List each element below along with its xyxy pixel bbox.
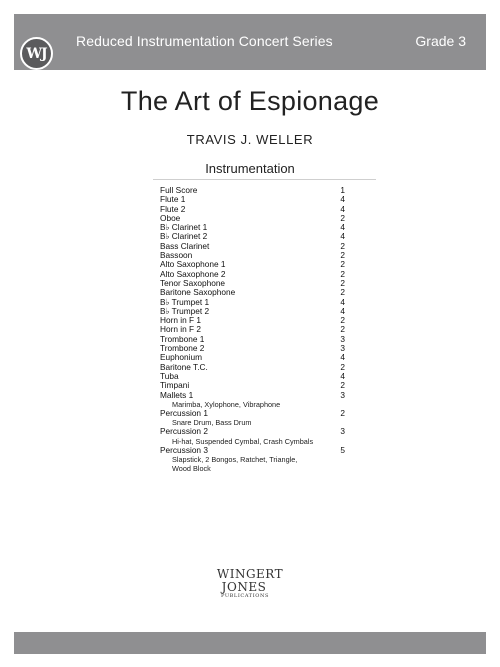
instrument-note: Hi-hat, Suspended Cymbal, Crash Cymbals [172, 436, 314, 446]
part-count: 2 [340, 315, 345, 326]
instrument-name: Bass Clarinet [160, 240, 210, 251]
part-count: 3 [340, 389, 345, 400]
instrument-name: B♭ Clarinet 1 [160, 222, 208, 233]
part-count: 2 [340, 240, 345, 251]
instrument-name: Baritone Saxophone [160, 287, 236, 298]
part-count: 5 [340, 444, 345, 455]
series-title: Reduced Instrumentation Concert Series [76, 33, 333, 49]
part-count: 4 [340, 203, 345, 214]
instrument-name: Alto Saxophone 1 [160, 259, 226, 270]
instrument-name: Full Score [160, 185, 198, 195]
publisher-line-2: JONES [221, 580, 267, 594]
instrument-name: Percussion 1 [160, 407, 208, 418]
part-count: 4 [340, 352, 345, 363]
list-item [160, 205, 345, 214]
part-count: 3 [340, 333, 345, 344]
grade-label: Grade 3 [415, 33, 466, 49]
instrumentation-list [160, 186, 345, 473]
part-count: 1 [340, 185, 345, 195]
list-item [160, 195, 345, 204]
part-count: 2 [340, 287, 345, 298]
instrument-name: Mallets 1 [160, 389, 194, 400]
part-count: 4 [340, 231, 345, 242]
instrument-name: Alto Saxophone 2 [160, 268, 226, 279]
instrument-name: Tuba [160, 370, 179, 381]
instrument-note: Slapstick, 2 Bongos, Ratchet, Triangle, [172, 455, 298, 464]
composer-name: TRAVIS J. WELLER [186, 132, 314, 147]
part-count: 4 [340, 222, 345, 233]
part-count: 2 [340, 259, 345, 270]
part-count: 4 [340, 296, 345, 307]
instrument-name: Bassoon [160, 250, 193, 261]
instrument-name: Horn in F 2 [160, 324, 202, 335]
instrument-name: Timpani [160, 380, 190, 391]
part-count: 4 [340, 194, 345, 205]
list-item [160, 363, 345, 372]
publisher-logo: WJ [20, 37, 53, 70]
instrument-name: B♭ Trumpet 1 [160, 296, 210, 307]
part-count: 4 [340, 305, 345, 316]
instrument-name: Flute 2 [160, 203, 186, 214]
part-count: 2 [340, 380, 345, 391]
instrument-name: Tenor Saxophone [160, 277, 226, 288]
instrument-note: Wood Block [172, 464, 211, 474]
instrument-note: Marimba, Xylophone, Vibraphone [172, 399, 281, 409]
instrument-name: Baritone T.C. [160, 361, 208, 372]
part-count: 2 [340, 268, 345, 279]
instrument-name: Percussion 2 [160, 426, 208, 437]
instrument-name: Euphonium [160, 352, 202, 363]
part-count: 2 [340, 324, 345, 335]
instrument-name: Trombone 2 [160, 343, 205, 354]
part-count: 4 [340, 370, 345, 381]
part-count: 2 [340, 361, 345, 372]
publisher-logo-wordmark [204, 568, 296, 608]
part-count: 3 [340, 426, 345, 437]
part-count: 2 [340, 250, 345, 261]
list-item [160, 391, 345, 400]
instrument-name: Flute 1 [160, 194, 186, 205]
instrument-name: B♭ Clarinet 2 [160, 231, 208, 242]
footer-bar [14, 632, 486, 654]
instrument-note: Snare Drum, Bass Drum [172, 418, 252, 428]
list-item [160, 409, 345, 418]
instrument-name: B♭ Trumpet 2 [160, 305, 210, 316]
list-item [160, 446, 345, 455]
instrument-name: Trombone 1 [160, 333, 205, 344]
part-count: 2 [340, 212, 345, 223]
part-count: 2 [340, 407, 345, 418]
publisher-line-3: PUBLICATIONS [220, 593, 270, 599]
part-count: 2 [340, 277, 345, 288]
part-count: 3 [340, 343, 345, 354]
instrumentation-heading: Instrumentation [205, 161, 295, 176]
instrument-name: Horn in F 1 [160, 315, 202, 326]
page-title: The Art of Espionage [120, 86, 380, 116]
instrument-name: Oboe [160, 212, 181, 223]
heading-divider [153, 179, 376, 180]
publisher-line-1: WINGERT [216, 567, 284, 581]
instrument-name: Percussion 3 [160, 444, 208, 455]
list-item [160, 186, 345, 195]
list-item [160, 427, 345, 436]
